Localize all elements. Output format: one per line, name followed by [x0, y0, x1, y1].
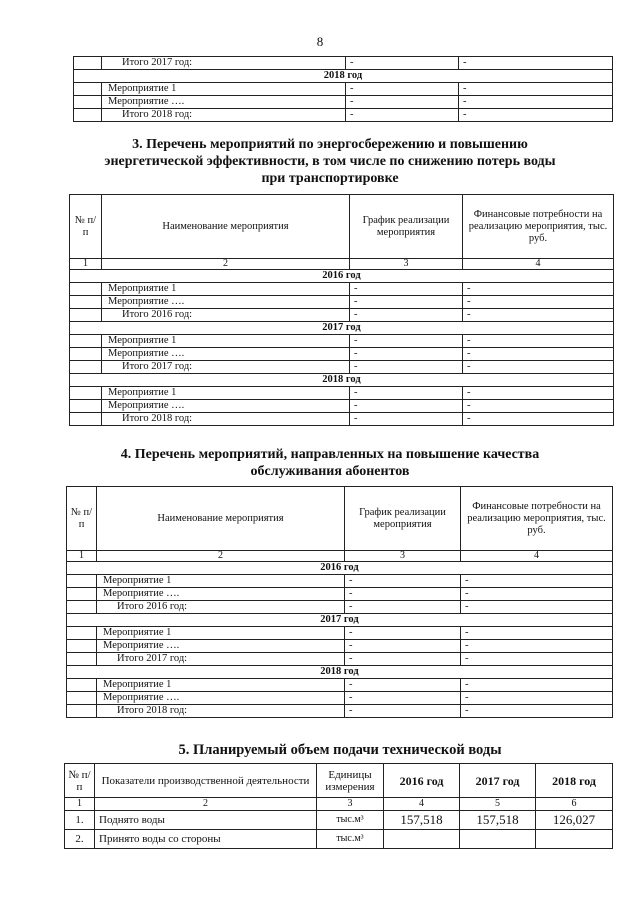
- table-row: [67, 627, 613, 640]
- table-row: [74, 83, 613, 96]
- row-number-cell: [67, 653, 97, 666]
- row-number: 1.: [65, 811, 95, 830]
- finance-value: -: [463, 335, 614, 348]
- header-cell: Финансовые потребности на реализацию мероприятия, тыс. руб.: [463, 195, 614, 259]
- schedule-value: -: [346, 83, 459, 96]
- schedule-value: -: [345, 627, 461, 640]
- year-row: [70, 322, 614, 335]
- activity-name: Итого 2017 год:: [102, 57, 346, 70]
- finance-value: -: [463, 361, 614, 374]
- table-row: [70, 348, 614, 361]
- row-number: 2.: [65, 830, 95, 849]
- activity-name: Итого 2017 год:: [97, 653, 345, 666]
- row-number-cell: [70, 413, 102, 426]
- finance-value: -: [459, 57, 613, 70]
- row-number-cell: [70, 387, 102, 400]
- column-number: 1: [65, 798, 95, 811]
- row-number-cell: [67, 588, 97, 601]
- schedule-value: -: [346, 109, 459, 122]
- header-cell: № п/п: [65, 764, 95, 798]
- section-4-table-body: [67, 487, 613, 718]
- section-5-table: [64, 763, 613, 849]
- column-number: 1: [70, 259, 102, 270]
- table-row: [70, 413, 614, 426]
- table-row: [70, 309, 614, 322]
- column-number: 1: [67, 551, 97, 562]
- row-number-cell: [74, 96, 102, 109]
- schedule-value: -: [346, 57, 459, 70]
- column-number: 2: [97, 551, 345, 562]
- activity-name: Итого 2016 год:: [97, 601, 345, 614]
- indicator-name: Поднято воды: [95, 811, 317, 830]
- row-number-cell: [70, 348, 102, 361]
- activity-name: Итого 2018 год:: [97, 705, 345, 718]
- finance-value: -: [459, 109, 613, 122]
- schedule-value: -: [345, 601, 461, 614]
- year-row: [67, 666, 613, 679]
- year-label: 2016 год: [70, 270, 614, 283]
- schedule-value: -: [350, 387, 463, 400]
- header-cell: Единицы измерения: [317, 764, 384, 798]
- schedule-value: -: [345, 640, 461, 653]
- activity-name: Мероприятие 1: [102, 387, 350, 400]
- unit-value: тыс.м³: [317, 830, 384, 849]
- activity-name: Мероприятие ….: [102, 96, 346, 109]
- table-row: [67, 601, 613, 614]
- header-row: [67, 487, 613, 551]
- activity-name: Мероприятие ….: [97, 692, 345, 705]
- header-cell: Наименование мероприятия: [102, 195, 350, 259]
- schedule-value: -: [350, 309, 463, 322]
- section-4-title: [40, 446, 620, 480]
- activity-name: Итого 2018 год:: [102, 109, 346, 122]
- row-number-cell: [67, 679, 97, 692]
- finance-value: -: [463, 413, 614, 426]
- schedule-value: -: [350, 335, 463, 348]
- table-row: [67, 653, 613, 666]
- column-number: 4: [463, 259, 614, 270]
- finance-value: -: [461, 653, 613, 666]
- row-number-cell: [70, 361, 102, 374]
- column-number-row: [67, 551, 613, 562]
- column-number: 3: [345, 551, 461, 562]
- header-cell: Показатели производственной деятельности: [95, 764, 317, 798]
- column-number: 3: [350, 259, 463, 270]
- schedule-value: -: [345, 705, 461, 718]
- section-3-table-body: [70, 195, 614, 426]
- value-2016: 157,518: [384, 811, 460, 830]
- finance-value: -: [461, 705, 613, 718]
- year-label: 2017 год: [70, 322, 614, 335]
- activity-name: Итого 2017 год:: [102, 361, 350, 374]
- finance-value: -: [461, 575, 613, 588]
- activity-name: Мероприятие 1: [102, 335, 350, 348]
- header-cell: № п/п: [70, 195, 102, 259]
- schedule-value: -: [345, 692, 461, 705]
- row-number-cell: [67, 640, 97, 653]
- header-cell: № п/п: [67, 487, 97, 551]
- schedule-value: -: [345, 575, 461, 588]
- table-row: [67, 640, 613, 653]
- table-row: [67, 588, 613, 601]
- table-row: [70, 361, 614, 374]
- activity-name: Итого 2016 год:: [102, 309, 350, 322]
- schedule-value: -: [350, 296, 463, 309]
- section-3-title: [40, 136, 620, 187]
- indicator-name: Принято воды со стороны: [95, 830, 317, 849]
- header-cell: 2017 год: [460, 764, 536, 798]
- column-number: 6: [536, 798, 613, 811]
- value-2017: [460, 830, 536, 849]
- finance-value: -: [463, 400, 614, 413]
- table-row: [70, 400, 614, 413]
- section-3-table: [69, 194, 614, 426]
- column-number-row: [65, 798, 613, 811]
- column-number: 5: [460, 798, 536, 811]
- header-cell: 2016 год: [384, 764, 460, 798]
- value-2016: [384, 830, 460, 849]
- row-number-cell: [74, 83, 102, 96]
- activity-name: Мероприятие ….: [97, 640, 345, 653]
- finance-value: -: [461, 601, 613, 614]
- row-number-cell: [67, 692, 97, 705]
- row-number-cell: [67, 601, 97, 614]
- activity-name: Мероприятие 1: [102, 83, 346, 96]
- finance-value: -: [461, 627, 613, 640]
- row-number-cell: [74, 109, 102, 122]
- table-row: [67, 692, 613, 705]
- schedule-value: -: [346, 96, 459, 109]
- activity-name: Мероприятие ….: [97, 588, 345, 601]
- finance-value: -: [459, 83, 613, 96]
- activity-name: Мероприятие ….: [102, 296, 350, 309]
- continued-table: [73, 56, 613, 122]
- section-3-title-line1: 3. Перечень мероприятий по энергосбережению и повышению: [132, 137, 528, 152]
- section-4-title-line2: обслуживания абонентов: [250, 464, 410, 479]
- row-number-cell: [67, 627, 97, 640]
- row-number-cell: [67, 705, 97, 718]
- activity-name: Мероприятие ….: [102, 348, 350, 361]
- header-cell: График реализации мероприятия: [345, 487, 461, 551]
- header-cell: График реализации мероприятия: [350, 195, 463, 259]
- year-label: 2018 год: [70, 374, 614, 387]
- row-number-cell: [74, 57, 102, 70]
- column-number: 4: [461, 551, 613, 562]
- column-number: 2: [102, 259, 350, 270]
- continued-table-body: [74, 57, 613, 122]
- activity-name: Мероприятие ….: [102, 400, 350, 413]
- section-3-title-line3: при транспортировке: [261, 171, 399, 186]
- schedule-value: -: [350, 413, 463, 426]
- header-row: [65, 764, 613, 798]
- row-number-cell: [70, 400, 102, 413]
- year-row: [70, 374, 614, 387]
- unit-value: тыс.м³: [317, 811, 384, 830]
- header-cell: Финансовые потребности на реализацию мероприятия, тыс. руб.: [461, 487, 613, 551]
- year-row: [70, 270, 614, 283]
- table-row: [67, 705, 613, 718]
- year-row: [74, 70, 613, 83]
- finance-value: -: [461, 588, 613, 601]
- column-number: 3: [317, 798, 384, 811]
- header-cell: 2018 год: [536, 764, 613, 798]
- schedule-value: -: [345, 653, 461, 666]
- finance-value: -: [461, 692, 613, 705]
- header-row: [70, 195, 614, 259]
- activity-name: Итого 2018 год:: [102, 413, 350, 426]
- column-number-row: [70, 259, 614, 270]
- finance-value: -: [463, 296, 614, 309]
- activity-name: Мероприятие 1: [97, 575, 345, 588]
- value-2017: 157,518: [460, 811, 536, 830]
- schedule-value: -: [345, 588, 461, 601]
- row-number-cell: [70, 335, 102, 348]
- section-4-title-line1: 4. Перечень мероприятий, направленных на повышение качества: [120, 447, 540, 462]
- finance-value: -: [461, 640, 613, 653]
- year-label: 2016 год: [67, 562, 613, 575]
- activity-name: Мероприятие 1: [102, 283, 350, 296]
- value-2018: 126,027: [536, 811, 613, 830]
- schedule-value: -: [350, 400, 463, 413]
- value-2018: [536, 830, 613, 849]
- row-number-cell: [70, 296, 102, 309]
- section-3-title-line2: энергетической эффективности, в том числе по снижению потерь воды: [104, 154, 556, 169]
- table-row: [70, 335, 614, 348]
- table-row: [70, 387, 614, 400]
- year-label: 2018 год: [74, 70, 613, 83]
- finance-value: -: [463, 387, 614, 400]
- finance-value: -: [463, 348, 614, 361]
- table-row: [67, 575, 613, 588]
- row-number-cell: [70, 283, 102, 296]
- table-row: [65, 811, 613, 830]
- year-label: 2018 год: [67, 666, 613, 679]
- finance-value: -: [463, 309, 614, 322]
- year-row: [67, 614, 613, 627]
- table-row: [65, 830, 613, 849]
- table-row: [74, 57, 613, 70]
- year-label: 2017 год: [67, 614, 613, 627]
- header-cell: Наименование мероприятия: [97, 487, 345, 551]
- year-row: [67, 562, 613, 575]
- section-5-table-body: [65, 764, 613, 849]
- table-row: [74, 109, 613, 122]
- table-row: [67, 679, 613, 692]
- column-number: 2: [95, 798, 317, 811]
- section-5-title: 5. Планируемый объем подачи технической воды: [178, 742, 502, 758]
- row-number-cell: [70, 309, 102, 322]
- column-number: 4: [384, 798, 460, 811]
- finance-value: -: [459, 96, 613, 109]
- finance-value: -: [463, 283, 614, 296]
- table-row: [74, 96, 613, 109]
- schedule-value: -: [350, 283, 463, 296]
- schedule-value: -: [350, 348, 463, 361]
- table-row: [70, 283, 614, 296]
- page-number: 8: [316, 34, 324, 49]
- schedule-value: -: [345, 679, 461, 692]
- section-4-table: [66, 486, 613, 718]
- activity-name: Мероприятие 1: [97, 679, 345, 692]
- table-row: [70, 296, 614, 309]
- finance-value: -: [461, 679, 613, 692]
- activity-name: Мероприятие 1: [97, 627, 345, 640]
- row-number-cell: [67, 575, 97, 588]
- schedule-value: -: [350, 361, 463, 374]
